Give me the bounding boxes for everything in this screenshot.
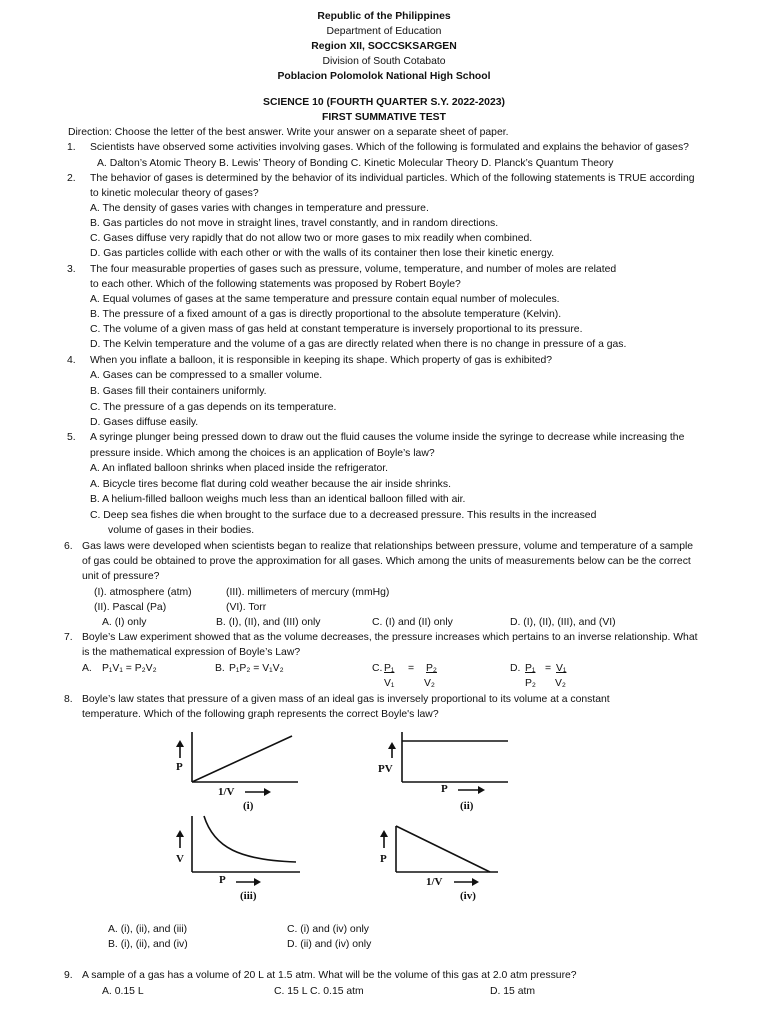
q6-choice-b: B. (I), (II), and (III) only [216,617,321,628]
q6-text-2: of gas could be obtained to prove the approximation for all gases. Which among the units of measurements below can be the correct [82,556,691,567]
graph-i-xlabel: 1/V [218,786,235,798]
q5-number: 5. [67,432,76,443]
q5-choice-d-2: volume of gases in their bodies. [108,525,255,536]
q7-choice-d-bottom-2: V₂ [555,678,566,689]
q2-choice-a: A. The density of gases varies with changes in temperature and pressure. [90,203,429,214]
q7-choice-a-label: A. [82,663,92,674]
graph-i [170,728,310,798]
graph-iv-y-arrowhead [380,830,388,837]
header-region: Region XII, SOCCSKSARGEN [311,41,457,52]
q2-choice-b: B. Gas particles do not move in straight lines, travel constantly, and in random directions. [90,218,499,229]
header-school: Poblacion Polomolok National High School [277,71,491,82]
graph-i-caption: (i) [243,800,254,812]
q9-choice-d: D. 15 atm [490,986,536,997]
q6-text-1: Gas laws were developed when scientists began to realize that relationships between pressure, volume and temperature of a sample [82,541,694,552]
q2-text-2: to kinetic molecular theory of gases? [90,188,259,199]
q7-choice-d-top-2: V₁ [556,663,567,674]
test-title: FIRST SUMMATIVE TEST [322,112,446,123]
q9-number: 9. [64,970,73,981]
q4-choice-b: B. Gases fill their containers uniformly. [90,386,267,397]
test-subject: SCIENCE 10 (FOURTH QUARTER S.Y. 2022-2023) [263,97,505,108]
q7-choice-c-equals: = [408,663,415,674]
q9-choice-bc: C. 15 L C. 0.15 atm [274,986,364,997]
q7-choice-d-label: D. [510,663,521,674]
q7-text-1: Boyle’s Law experiment showed that as the volume decreases, the pressure increases which pertains to an inverse relationship. What [82,632,698,643]
q9-text: A sample of a gas has a volume of 20 L at 1.5 atm. What will be the volume of this gas at 2.0 atm pressure? [82,970,577,981]
q8-choice-b: B. (i), (ii), and (iv) [108,939,188,950]
q7-choice-d-equals: = [545,663,552,674]
q5-choice-d-1: C. Deep sea fishes die when brought to the surface due to a decreased pressure. This results in the increased [90,510,597,521]
q3-choice-a: A. Equal volumes of gases at the same temperature and pressure contain equal number of molecules. [90,294,560,305]
q2-number: 2. [67,173,76,184]
graph-iv-ylabel: P [380,853,387,865]
graph-iii-ylabel: V [176,853,184,865]
graph-ii-caption: (ii) [460,800,474,812]
graph-i-y-arrowhead [176,740,184,747]
q4-choice-a: A. Gases can be compressed to a smaller volume. [90,370,323,381]
q6-unit-2: (II). Pascal (Pa) [94,602,167,613]
q1-text: Scientists have observed some activities involving gases. Which of the following is formulated and explains the behavior of gases? [90,142,689,153]
graph-iii-x-arrowhead [254,878,261,886]
q3-choice-c: C. The volume of a given mass of gas held at constant temperature is inversely proportional to its pressure. [90,324,583,335]
q7-choice-a-expr: P₁V₁ = P₂V₂ [102,663,157,674]
q4-number: 4. [67,355,76,366]
graph-iii-xlabel: P [219,874,226,886]
q5-choice-c: B. A helium-filled balloon weighs much less than an identical balloon filled with air. [90,494,466,505]
q6-unit-1: (I). atmosphere (atm) [94,587,192,598]
header-department: Department of Education [326,26,442,37]
graph-iv-curve [396,826,490,872]
graph-ii [378,728,518,798]
q4-choice-c: C. The pressure of a gas depends on its temperature. [90,402,337,413]
q7-choice-c-top-2: P₂ [426,663,437,674]
graph-iv [374,812,514,888]
q5-choice-a: A. An inflated balloon shrinks when placed inside the refrigerator. [90,463,389,474]
q8-number: 8. [64,694,73,705]
q4-choice-d: D. Gases diffuse easily. [90,417,199,428]
q8-choice-c: C. (i) and (iv) only [287,924,369,935]
q7-choice-b-label: B. [215,663,225,674]
q3-text-1: The four measurable properties of gases such as pressure, volume, temperature, and number of moles are related [90,264,617,275]
q2-choice-c: C. Gases diffuse very rapidly that do not allow two or more gases to mix readily when combined. [90,233,533,244]
graph-ii-ylabel: PV [378,763,393,775]
q7-text-2: is the mathematical expression of Boyle’s Law? [82,647,301,658]
q9-choice-a: A. 0.15 L [102,986,144,997]
q5-text-2: pressure inside. Which among the choices is an application of Boyle’s law? [90,448,435,459]
q3-choice-b: B. The pressure of a fixed amount of a gas is directly proportional to the absolute temperature (Kelvin). [90,309,562,320]
q3-number: 3. [67,264,76,275]
q7-choice-c-bottom-2: V₂ [424,678,435,689]
graph-iv-caption: (iv) [460,890,476,902]
graph-ii-xlabel: P [441,783,448,795]
q6-number: 6. [64,541,73,552]
q6-unit-3: (III). millimeters of mercury (mmHg) [226,587,390,598]
graph-ii-y-arrowhead [388,742,396,749]
q6-choice-a: A. (I) only [102,617,147,628]
q6-choice-c: C. (I) and (II) only [372,617,453,628]
graph-iv-x-arrowhead [472,878,479,886]
q6-choice-d: D. (I), (II), (III), and (VI) [510,617,616,628]
q8-text-2: temperature. Which of the following graph represents the correct Boyle's law? [82,709,439,720]
q7-choice-d-top-1: P₁ [525,663,536,674]
q7-choice-c-bottom-1: V₁ [384,678,395,689]
q4-text: When you inflate a balloon, it is responsible in keeping its shape. Which property of gas is exhibited? [90,355,553,366]
q3-choice-d: D. The Kelvin temperature and the volume of a gas are directly related when there is no change in pressure of a gas. [90,339,627,350]
q7-choice-b-expr: P₁P₂ = V₁V₂ [229,663,284,674]
q7-choice-d-bottom-1: P₂ [525,678,536,689]
graph-iii-curve [204,816,296,862]
q1-number: 1. [67,142,76,153]
q7-number: 7. [64,632,73,643]
q3-text-2: to each other. Which of the following statements was proposed by Robert Boyle? [90,279,461,290]
graph-iv-xlabel: 1/V [426,876,443,888]
graph-iii-caption: (iii) [240,890,257,902]
q7-choice-c-top-1: P₁ [384,663,395,674]
graph-i-curve [192,736,292,782]
q5-text-1: A syringe plunger being pressed down to draw out the fluid causes the volume inside the syringe to decrease while increasing the [90,432,685,443]
q8-choice-d: D. (ii) and (iv) only [287,939,372,950]
graph-ii-x-arrowhead [478,786,485,794]
q7-choice-c-label: C. [372,663,383,674]
graph-iii [170,812,310,888]
q5-choice-b: A. Bicycle tires become flat during cold weather because the air inside shrinks. [90,479,451,490]
graph-iii-y-arrowhead [176,830,184,837]
header-republic: Republic of the Philippines [317,11,451,22]
header-division: Division of South Cotabato [322,56,446,67]
direction: Direction: Choose the letter of the best answer. Write your answer on a separate sheet of paper. [68,127,509,138]
graph-i-ylabel: P [176,761,183,773]
graph-i-x-arrowhead [264,788,271,796]
q2-choice-d: D. Gas particles collide with each other or with the walls of its container then lose their kinetic energy. [90,248,555,259]
q8-text-1: Boyle’s law states that pressure of a given mass of an ideal gas is inversely proportional to its volume at a constant [82,694,610,705]
q6-unit-4: (VI). Torr [226,602,267,613]
q1-choices: A. Dalton’s Atomic Theory B. Lewis’ Theory of Bonding C. Kinetic Molecular Theory D. Planck’s Quantum Theory [97,158,614,169]
q2-text-1: The behavior of gases is determined by the behavior of its individual particles. Which of the following statements is TRUE according [90,173,695,184]
q8-choice-a: A. (i), (ii), and (iii) [108,924,188,935]
q6-text-3: unit of pressure? [82,571,160,582]
